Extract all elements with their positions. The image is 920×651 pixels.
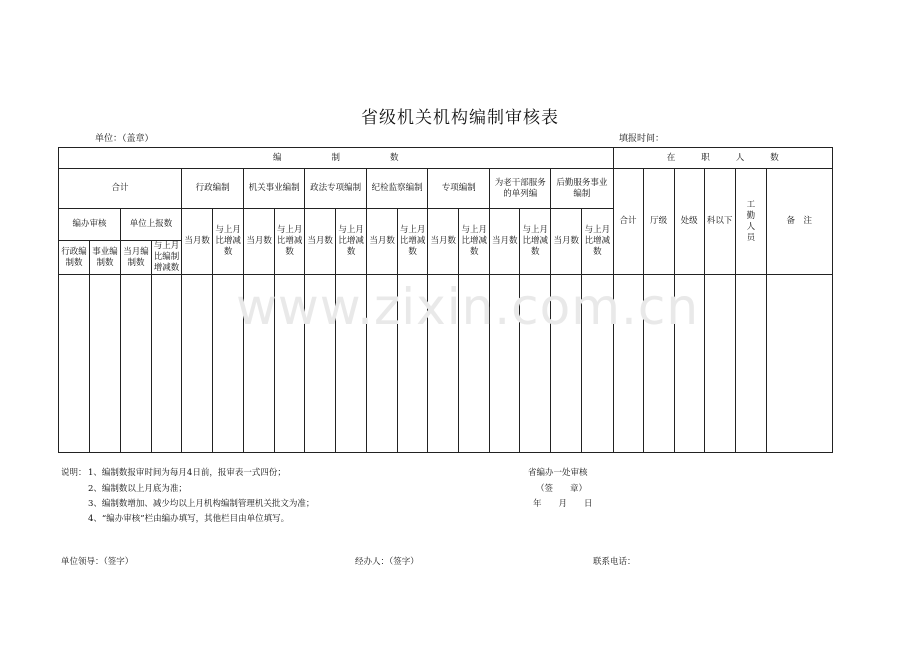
data-cell[interactable] <box>244 275 275 453</box>
data-cell[interactable] <box>213 275 244 453</box>
compare-change: 与上月比增减数 <box>336 209 367 275</box>
staff-tingji: 厅级 <box>643 169 674 275</box>
month-count: 当月数 <box>244 209 275 275</box>
review-table <box>58 147 833 453</box>
remark-header: 备 注 <box>766 169 832 275</box>
data-cell[interactable] <box>275 275 305 453</box>
cat-houqin: 后勤服务事业编制 <box>551 169 613 209</box>
compare-change: 与上月比增减数 <box>520 209 551 275</box>
cat-laoganbu: 为老干部服务的单列编 <box>490 169 551 209</box>
data-cell[interactable] <box>490 275 520 453</box>
page-title: 省级机关机构编制审核表 <box>361 108 559 128</box>
bianban-header: 编办审核 <box>59 209 121 241</box>
report-time-label: 填报时间： <box>619 134 665 144</box>
group-zaizhi-header: 在 职 人 数 <box>613 148 832 169</box>
cat-zhuanxiang: 专项编制 <box>428 169 490 209</box>
handler-sign: 经办人：（签字） <box>355 557 419 567</box>
month-count: 当月数 <box>490 209 520 275</box>
watermark: www.zixin.com.cn <box>236 278 700 336</box>
data-cell[interactable] <box>121 275 152 453</box>
sub-bianzhi-zengjian: 与上月比编制增减数 <box>152 241 182 275</box>
data-cell[interactable] <box>305 275 336 453</box>
data-cell[interactable] <box>59 275 90 453</box>
group-bianzhi-header: 编 制 数 <box>59 148 614 169</box>
data-cell[interactable] <box>582 275 613 453</box>
month-count: 当月数 <box>367 209 398 275</box>
staff-chuji: 处级 <box>674 169 704 275</box>
note-2: 2、编制数以上月底为准； <box>88 484 187 494</box>
data-cell[interactable] <box>90 275 121 453</box>
data-cell[interactable] <box>182 275 213 453</box>
danwei-header: 单位上报数 <box>121 209 182 241</box>
data-cell[interactable] <box>367 275 398 453</box>
sub-shiye-bianzhi: 事业编制数 <box>90 241 121 275</box>
staff-gongqin: 工勤人员 <box>735 169 766 275</box>
data-cell[interactable] <box>735 275 766 453</box>
month-count: 当月数 <box>428 209 459 275</box>
compare-change: 与上月比增减数 <box>459 209 490 275</box>
unit-seal-label: 单位：（盖章） <box>95 134 154 144</box>
data-cell[interactable] <box>704 275 735 453</box>
data-cell[interactable] <box>551 275 582 453</box>
note-3: 3、编制数增加、减少均以上月机构编制管理机关批文为准； <box>88 499 315 509</box>
cat-xingzheng: 行政编制 <box>182 169 244 209</box>
month-count: 当月数 <box>182 209 213 275</box>
data-cell[interactable] <box>152 275 182 453</box>
note-4: 4、“编办审核”栏由编办填写，其他栏目由单位填写。 <box>88 514 290 524</box>
month-count: 当月数 <box>551 209 582 275</box>
staff-keyixia: 科以下 <box>704 169 735 275</box>
sub-dangyue-bianzhi: 当月编制数 <box>121 241 152 275</box>
compare-change: 与上月比增减数 <box>275 209 305 275</box>
data-cell[interactable] <box>336 275 367 453</box>
phone-label: 联系电话： <box>593 557 636 567</box>
remark-cell[interactable] <box>766 275 832 453</box>
compare-change: 与上月比增减数 <box>213 209 244 275</box>
cat-jiguan-shiye: 机关事业编制 <box>244 169 305 209</box>
sub-xingzheng-bianzhi: 行政编制数 <box>59 241 90 275</box>
data-cell[interactable] <box>520 275 551 453</box>
cat-jijian: 纪检监察编制 <box>367 169 428 209</box>
data-cell[interactable] <box>398 275 428 453</box>
cat-zhengfa: 政法专项编制 <box>305 169 367 209</box>
leader-sign: 单位领导：（签字） <box>61 557 134 567</box>
notes-label: 说明： <box>61 468 87 478</box>
staff-heji: 合计 <box>613 169 643 275</box>
data-cell[interactable] <box>674 275 704 453</box>
date-label: 年 月 日 <box>533 499 593 509</box>
data-cell[interactable] <box>643 275 674 453</box>
compare-change: 与上月比增减数 <box>398 209 428 275</box>
month-count: 当月数 <box>305 209 336 275</box>
approval-label: 省编办一处审核 <box>528 468 588 478</box>
note-1: 1、编制数报审时间为每月4日前，报审表一式四份； <box>88 468 286 478</box>
seal-label: （签 章） <box>536 484 588 494</box>
heji-header: 合计 <box>59 169 182 209</box>
compare-change: 与上月比增减数 <box>582 209 613 275</box>
data-cell[interactable] <box>613 275 643 453</box>
data-cell[interactable] <box>428 275 459 453</box>
data-cell[interactable] <box>459 275 490 453</box>
